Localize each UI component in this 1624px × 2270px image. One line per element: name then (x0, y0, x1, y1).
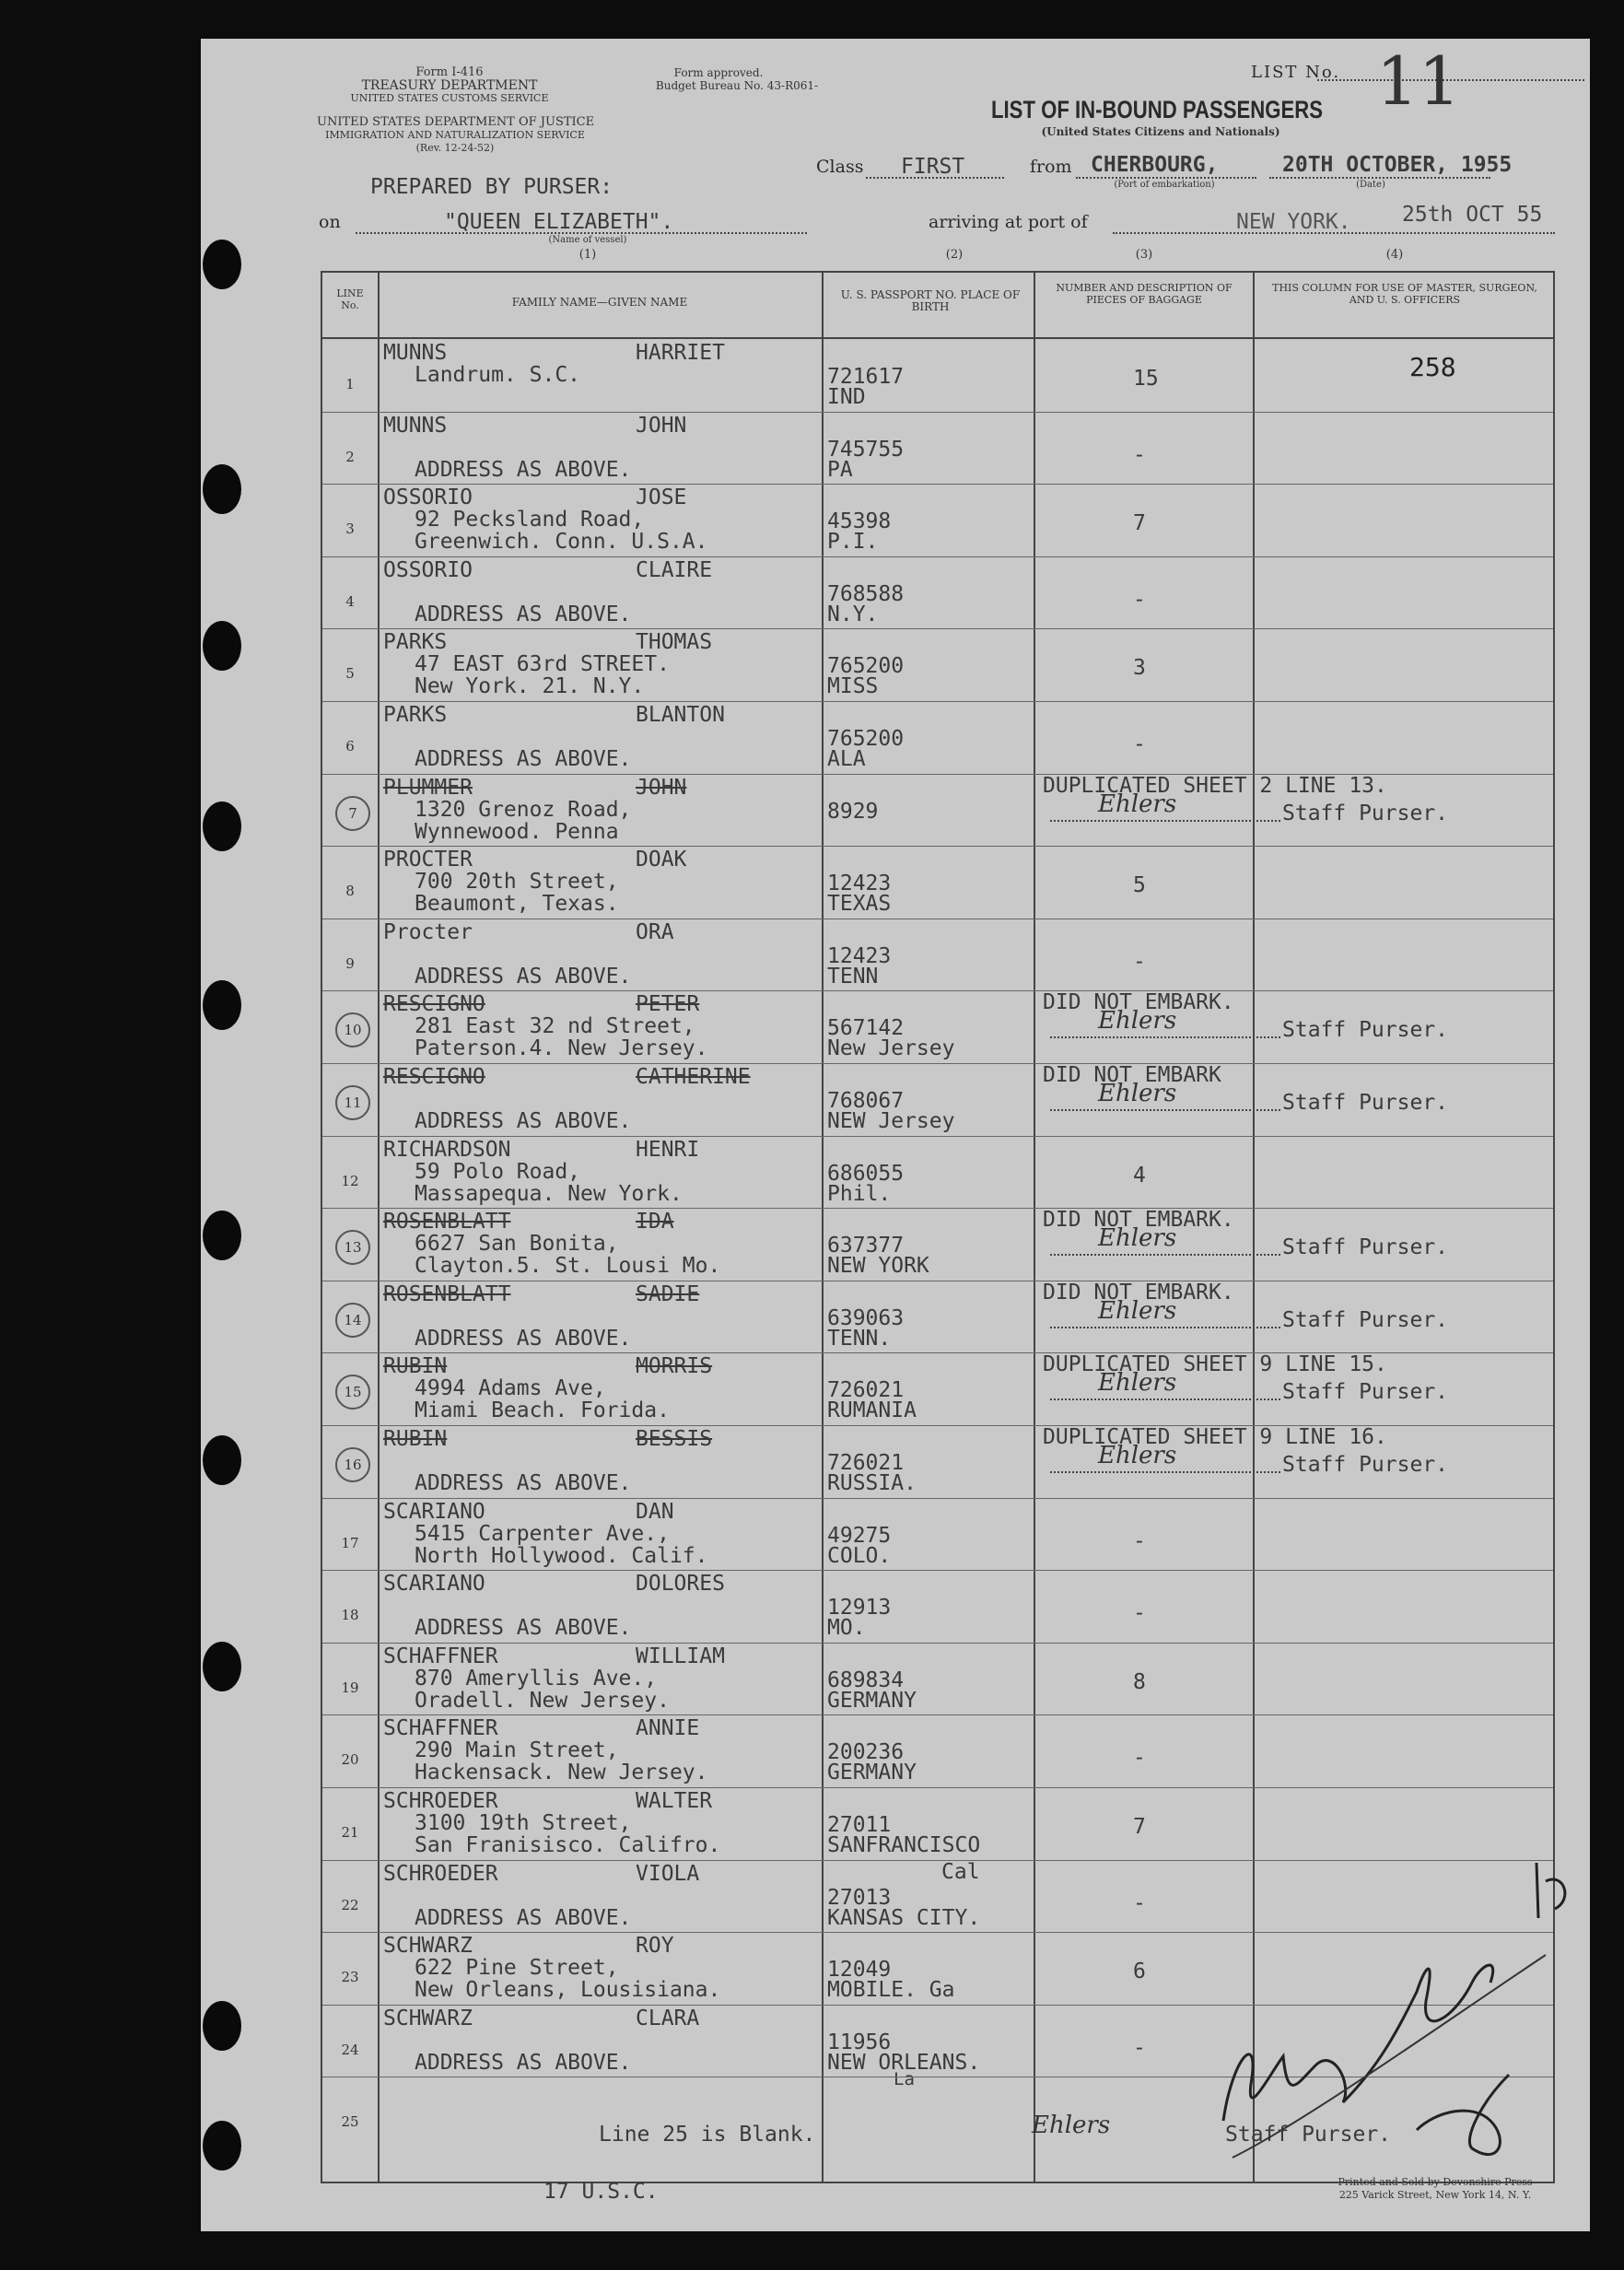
staff-purser-label: Staff Purser. (1282, 1235, 1449, 1260)
passport-number: 768067 (827, 1089, 905, 1113)
given-name: SADIE (636, 1281, 700, 1306)
family-name: RESCIGNO (383, 1065, 485, 1089)
staff-purser-label: Staff Purser. (1282, 1091, 1449, 1115)
line-number: 11 (335, 1085, 370, 1120)
line-number: 25 (341, 2113, 359, 2131)
address-line-1: 281 East 32 nd Street, (415, 1014, 695, 1039)
family-name: ROSENBLATT (383, 1210, 511, 1234)
address-line-1: 290 Main Street, (415, 1738, 619, 1763)
list-number: 11 (1376, 42, 1461, 120)
given-name: JOHN (636, 775, 687, 800)
baggage-count: - (1133, 1528, 1146, 1553)
baggage-count: 7 (1133, 511, 1146, 536)
address-line-2: Hackensack. New Jersey. (415, 1761, 708, 1785)
treasury-dept: TREASURY DEPARTMENT (361, 78, 538, 93)
col-header-baggage: NUMBER AND DESCRIPTION OF PIECES OF BAGGAGE (1056, 282, 1233, 306)
address-line-2: Beaumont, Texas. (415, 892, 619, 917)
punch-hole (203, 464, 241, 514)
passport-number: 200236 (827, 1740, 905, 1765)
table-row (322, 628, 1553, 700)
address-line-2: ADDRESS AS ABOVE. (415, 1471, 632, 1495)
address-line-1: Landrum. S.C. (415, 363, 581, 387)
address-line-2: Clayton.5. St. Lousi Mo. (415, 1254, 721, 1279)
table-row (322, 919, 1553, 990)
passport-number: 12423 (827, 943, 892, 968)
place-of-birth: RUMANIA (827, 1398, 917, 1423)
place-of-birth: N.Y. (827, 602, 879, 626)
address-line-2: ADDRESS AS ABOVE. (415, 964, 632, 989)
form-approved: Form approved. (673, 66, 764, 79)
family-name: OSSORIO (383, 557, 473, 582)
given-name: BLANTON (636, 703, 725, 727)
baggage-count: 4 (1133, 1163, 1146, 1188)
birthplace-state: La (894, 2068, 915, 2089)
arrival-port: NEW YORK. (1236, 210, 1351, 234)
col-header-name: FAMILY NAME—GIVEN NAME (511, 296, 688, 309)
officer-signature (1196, 1844, 1583, 2176)
printer-line-2: 225 Varick Street, New York 14, N. Y. (1338, 2189, 1532, 2201)
given-name: ORA (636, 919, 674, 944)
family-name: RESCIGNO (383, 992, 485, 1017)
purser-initials: Ehlers (1032, 2112, 1111, 2140)
table-row (322, 412, 1553, 484)
passport-number: 686055 (827, 1161, 905, 1186)
address-line-2: Paterson.4. New Jersey. (415, 1036, 708, 1061)
address-line-1: 870 Ameryllis Ave., (415, 1666, 658, 1691)
given-name: THOMAS (636, 630, 713, 655)
given-name: IDA (636, 1210, 674, 1234)
family-name: PARKS (383, 630, 448, 655)
line-number: 23 (341, 1969, 359, 1986)
port-embark-caption: (Port of embarkation) (1114, 180, 1215, 190)
punch-hole (203, 621, 241, 671)
family-name: PARKS (383, 703, 448, 727)
family-name: MUNNS (383, 341, 448, 365)
family-name: PLUMMER (383, 775, 473, 800)
revision: (Rev. 12-24-52) (415, 142, 495, 154)
date-caption: (Date) (1356, 180, 1385, 190)
place-of-birth: P.I. (827, 530, 879, 555)
passport-number: 11956 (827, 2030, 892, 2054)
official-note: DID NOT EMBARK. (1043, 990, 1234, 1015)
official-note: DID NOT EMBARK. (1043, 1280, 1234, 1305)
line-number: 13 (335, 1230, 370, 1265)
given-name: VIOLA (636, 1861, 700, 1886)
passport-number: 45398 (827, 509, 892, 534)
place-of-birth: GERMANY (827, 1761, 917, 1785)
address-line-2: ADDRESS AS ABOVE. (415, 457, 632, 482)
column-1-number: (1) (578, 248, 597, 262)
place-of-birth: MISS (827, 674, 879, 699)
official-note: DUPLICATED SHEET 9 LINE 15. (1043, 1352, 1387, 1377)
place-of-birth: Phil. (827, 1181, 892, 1206)
ins-service: IMMIGRATION AND NATURALIZATION SERVICE (325, 129, 585, 141)
passport-number: 567142 (827, 1016, 905, 1041)
address-line-2: ADDRESS AS ABOVE. (415, 1326, 632, 1351)
given-name: PETER (636, 992, 700, 1017)
baggage-count: 6 (1133, 1960, 1146, 1984)
purser-initials: Ehlers (1098, 1442, 1177, 1469)
passenger-list-form (201, 39, 1590, 2231)
class-label: Class (816, 157, 864, 177)
place-of-birth: MOBILE. Ga (827, 1978, 955, 2003)
purser-initials: Ehlers (1098, 790, 1177, 818)
punch-hole (203, 2001, 241, 2051)
page-subtitle: (United States Citizens and Nationals) (1041, 125, 1280, 138)
family-name: SCHAFFNER (383, 1716, 498, 1741)
given-name: BESSIS (636, 1427, 713, 1451)
table-row (322, 1570, 1553, 1642)
line-number: 20 (341, 1751, 359, 1769)
table-row (322, 1643, 1553, 1714)
place-of-birth: MO. (827, 1616, 866, 1641)
line-number: 15 (335, 1375, 370, 1410)
baggage-count: - (1133, 1601, 1146, 1626)
table-row (322, 774, 1553, 846)
staff-purser-label: Staff Purser. (1282, 801, 1449, 825)
place-of-birth: RUSSIA. (827, 1471, 917, 1495)
punch-hole (203, 980, 241, 1030)
given-name: HARRIET (636, 341, 725, 365)
punch-hole (203, 2121, 241, 2171)
place-of-birth: PA (827, 457, 853, 482)
family-name: ROSENBLATT (383, 1281, 511, 1306)
address-line-1: 4994 Adams Ave, (415, 1376, 606, 1401)
punch-hole (203, 240, 241, 289)
place-of-birth: KANSAS CITY. (827, 1905, 981, 1930)
table-row (322, 1352, 1553, 1424)
address-line-1: 700 20th Street, (415, 870, 619, 895)
family-name: OSSORIO (383, 486, 473, 510)
table-row (322, 1498, 1553, 1570)
customs-service: UNITED STATES CUSTOMS SERVICE (350, 92, 549, 104)
line-number: 3 (345, 521, 355, 538)
address-line-2: North Hollywood. Calif. (415, 1543, 708, 1568)
line-number: 1 (345, 376, 355, 392)
address-line-2: ADDRESS AS ABOVE. (415, 747, 632, 771)
given-name: CLAIRE (636, 557, 713, 582)
address-line-2: ADDRESS AS ABOVE. (415, 2050, 632, 2075)
passport-number: 639063 (827, 1305, 905, 1330)
line-number: 5 (345, 665, 355, 683)
table-row (322, 701, 1553, 773)
line-number: 16 (335, 1447, 370, 1482)
given-name: WILLIAM (636, 1644, 725, 1668)
address-line-2: ADDRESS AS ABOVE. (415, 1109, 632, 1133)
line-number: 17 (341, 1534, 359, 1551)
family-name: SCHAFFNER (383, 1644, 498, 1668)
purser-initials: Ehlers (1098, 1369, 1177, 1398)
col-header-officers: THIS COLUMN FOR USE OF MASTER, SURGEON, AND U. S. OFFICERS (1272, 282, 1537, 306)
address-line-2: ADDRESS AS ABOVE. (415, 1905, 632, 1930)
on-label: on (319, 212, 341, 232)
family-name: SCHWARZ (383, 1934, 473, 1959)
official-note: DUPLICATED SHEET 2 LINE 13. (1043, 773, 1387, 798)
passport-number: 745755 (827, 437, 905, 462)
embarkation-date: 20TH OCTOBER, 1955 (1282, 153, 1513, 177)
address-line-1: 622 Pine Street, (415, 1956, 619, 1981)
address-line-2: Massapequa. New York. (415, 1181, 683, 1206)
address-line-1: 92 Pecksland Road, (415, 508, 645, 532)
line-number: 14 (335, 1303, 370, 1338)
address-line-2: Line 25 is Blank. (599, 2123, 816, 2147)
line-number: 6 (345, 738, 355, 755)
justice-dept: UNITED STATES DEPARTMENT OF JUSTICE (317, 115, 595, 129)
address-line-2: San Franisisco. Califro. (415, 1833, 721, 1857)
given-name: JOHN (636, 413, 687, 438)
given-name: DOAK (636, 848, 687, 872)
family-name: RUBIN (383, 1427, 448, 1451)
address-line-2: ADDRESS AS ABOVE. (415, 1616, 632, 1641)
printer-line-1: Printed and Sold by Devonshire Press (1338, 2176, 1533, 2188)
official-note: DID NOT EMBARK. (1043, 1208, 1234, 1233)
family-name: SCHWARZ (383, 2006, 473, 2030)
given-name: CLARA (636, 2006, 700, 2030)
vessel-name: "QUEEN ELIZABETH". (444, 210, 674, 234)
address-line-2: Oradell. New Jersey. (415, 1688, 670, 1713)
address-line-1: 1320 Grenoz Road, (415, 797, 632, 822)
address-line-1: 5415 Carpenter Ave., (415, 1521, 670, 1546)
col-header-passport: U. S. PASSPORT NO. PLACE OF BIRTH (840, 288, 1021, 313)
place-of-birth: TEXAS (827, 892, 892, 917)
passport-number: 765200 (827, 727, 905, 751)
baggage-count: 15 (1133, 367, 1159, 391)
family-name: MUNNS (383, 413, 448, 438)
address-line-2: Miami Beach. Forida. (415, 1398, 670, 1423)
table-row (322, 556, 1553, 628)
given-name: ROY (636, 1934, 674, 1959)
budget-bureau: Budget Bureau No. 43-R061- (655, 79, 819, 92)
baggage-count: 7 (1133, 1815, 1146, 1839)
table-row (322, 846, 1553, 918)
punch-hole (203, 1642, 241, 1691)
given-name: MORRIS (636, 1354, 713, 1379)
given-name: WALTER (636, 1789, 713, 1813)
line-number: 8 (345, 883, 355, 900)
place-of-birth: GERMANY (827, 1688, 917, 1713)
family-name: SCARIANO (383, 1572, 485, 1597)
staff-purser-label: Staff Purser. (1225, 2123, 1392, 2147)
address-line-1: 59 Polo Road, (415, 1159, 581, 1184)
table-row (322, 484, 1553, 556)
line-number: 21 (341, 1824, 359, 1841)
given-name: ANNIE (636, 1716, 700, 1741)
table-row (322, 1136, 1553, 1208)
baggage-count: - (1133, 2035, 1146, 2060)
family-name: SCHROEDER (383, 1789, 498, 1813)
table-row (322, 1425, 1553, 1497)
punch-hole (203, 802, 241, 851)
address-line-1: 3100 19th Street, (415, 1811, 632, 1835)
line-number: 9 (345, 954, 355, 972)
address-line-2: New York. 21. N.Y. (415, 674, 645, 699)
birthplace-note: Cal (941, 1859, 980, 1884)
line-number: 7 (335, 796, 370, 831)
punch-hole (203, 1211, 241, 1260)
baggage-count: - (1133, 442, 1146, 467)
punch-hole (203, 1435, 241, 1485)
purser-initials: Ehlers (1098, 1296, 1177, 1325)
passport-number: 768588 (827, 581, 905, 606)
address-line-1: 47 EAST 63rd STREET. (415, 652, 670, 677)
column-3-number: (3) (1135, 248, 1153, 262)
staff-purser-label: Staff Purser. (1282, 1453, 1449, 1477)
statute-reference: 17 U.S.C. (543, 2180, 659, 2204)
passport-number: 27011 (827, 1813, 892, 1837)
passport-number: 27013 (827, 1885, 892, 1910)
line-number: 10 (335, 1012, 370, 1047)
baggage-count: 3 (1133, 656, 1146, 681)
line-number: 18 (341, 1607, 359, 1624)
line-number: 12 (341, 1172, 359, 1189)
baggage-count: - (1133, 1890, 1146, 1915)
line-number: 19 (341, 1679, 359, 1696)
class-value: FIRST (901, 155, 965, 179)
baggage-count: - (1133, 1746, 1146, 1771)
given-name: JOSE (636, 486, 687, 510)
official-note: DUPLICATED SHEET 9 LINE 16. (1043, 1425, 1387, 1449)
passport-number: 637377 (827, 1234, 905, 1258)
address-line-2: Greenwich. Conn. U.S.A. (415, 530, 708, 555)
given-name: CATHERINE (636, 1065, 751, 1089)
place-of-birth: ALA (827, 747, 866, 771)
page-title: LIST OF IN-BOUND PASSENGERS (991, 96, 1324, 123)
family-name: RUBIN (383, 1354, 448, 1379)
purser-initials: Ehlers (1098, 1224, 1177, 1253)
table-row (322, 1714, 1553, 1786)
place-of-birth: TENN (827, 964, 879, 989)
line-number: 4 (345, 592, 355, 610)
arriving-label: arriving at port of (929, 212, 1088, 232)
table-row (322, 1208, 1553, 1280)
family-name: PROCTER (383, 848, 473, 872)
place-of-birth: COLO. (827, 1543, 892, 1568)
passport-number: 8929 (827, 799, 879, 824)
given-name: DAN (636, 1499, 674, 1524)
address-line-2: New Orleans, Lousisiana. (415, 1978, 721, 2003)
passport-number: 12423 (827, 872, 892, 896)
address-line-2: ADDRESS AS ABOVE. (415, 602, 632, 626)
line-number: 22 (341, 1896, 359, 1913)
place-of-birth: SANFRANCISCO (827, 1833, 981, 1857)
prepared-by: PREPARED BY PURSER: (370, 175, 613, 199)
purser-initials: Ehlers (1098, 1080, 1177, 1107)
passport-number: 49275 (827, 1523, 892, 1548)
baggage-count: - (1133, 732, 1146, 756)
vessel-caption: (Name of vessel) (548, 235, 627, 245)
officer-mark: 258 (1409, 352, 1456, 382)
given-name: DOLORES (636, 1572, 725, 1597)
baggage-count: - (1133, 587, 1146, 612)
family-name: SCHROEDER (383, 1861, 498, 1886)
line-number: 24 (341, 2041, 359, 2058)
baggage-count: - (1133, 949, 1146, 974)
baggage-count: 8 (1133, 1669, 1146, 1694)
table-row (322, 339, 1553, 411)
given-name: HENRI (636, 1137, 700, 1162)
list-number-label: LIST No. (1251, 63, 1341, 82)
col-header-line-no: LINE No. (336, 287, 364, 311)
place-of-birth: NEW YORK (827, 1254, 929, 1279)
passport-number: 726021 (827, 1451, 905, 1475)
port-of-embarkation: CHERBOURG, (1091, 153, 1219, 177)
passport-number: 12913 (827, 1596, 892, 1621)
family-name: Procter (383, 919, 473, 944)
place-of-birth: NEW Jersey (827, 1109, 955, 1133)
place-of-birth: TENN. (827, 1326, 892, 1351)
baggage-count: 5 (1133, 873, 1146, 898)
arrival-date: 25th OCT 55 (1402, 203, 1543, 227)
column-4-number: (4) (1385, 248, 1404, 262)
official-note: DID NOT EMBARK (1043, 1063, 1221, 1087)
line-number: 2 (345, 448, 355, 465)
passport-number: 689834 (827, 1667, 905, 1692)
staff-purser-label: Staff Purser. (1282, 1380, 1449, 1405)
staff-purser-label: Staff Purser. (1282, 1018, 1449, 1043)
passport-number: 765200 (827, 654, 905, 679)
table-row (322, 990, 1553, 1062)
place-of-birth: NEW ORLEANS. (827, 2050, 981, 2075)
address-line-2: Wynnewood. Penna (415, 819, 619, 844)
from-label: from (1030, 157, 1072, 177)
staff-purser-label: Staff Purser. (1282, 1307, 1449, 1332)
place-of-birth: IND (827, 385, 866, 409)
place-of-birth: New Jersey (827, 1036, 955, 1061)
purser-initials: Ehlers (1098, 1007, 1177, 1036)
table-row (322, 1281, 1553, 1352)
passport-number: 726021 (827, 1378, 905, 1403)
form-number: Form I-416 (415, 65, 484, 79)
passport-number: 721617 (827, 365, 905, 389)
passport-number: 12049 (827, 1958, 892, 1983)
family-name: SCARIANO (383, 1499, 485, 1524)
family-name: RICHARDSON (383, 1137, 511, 1162)
address-line-1: 6627 San Bonita, (415, 1232, 619, 1257)
table-row (322, 1063, 1553, 1135)
column-2-number: (2) (945, 248, 964, 262)
